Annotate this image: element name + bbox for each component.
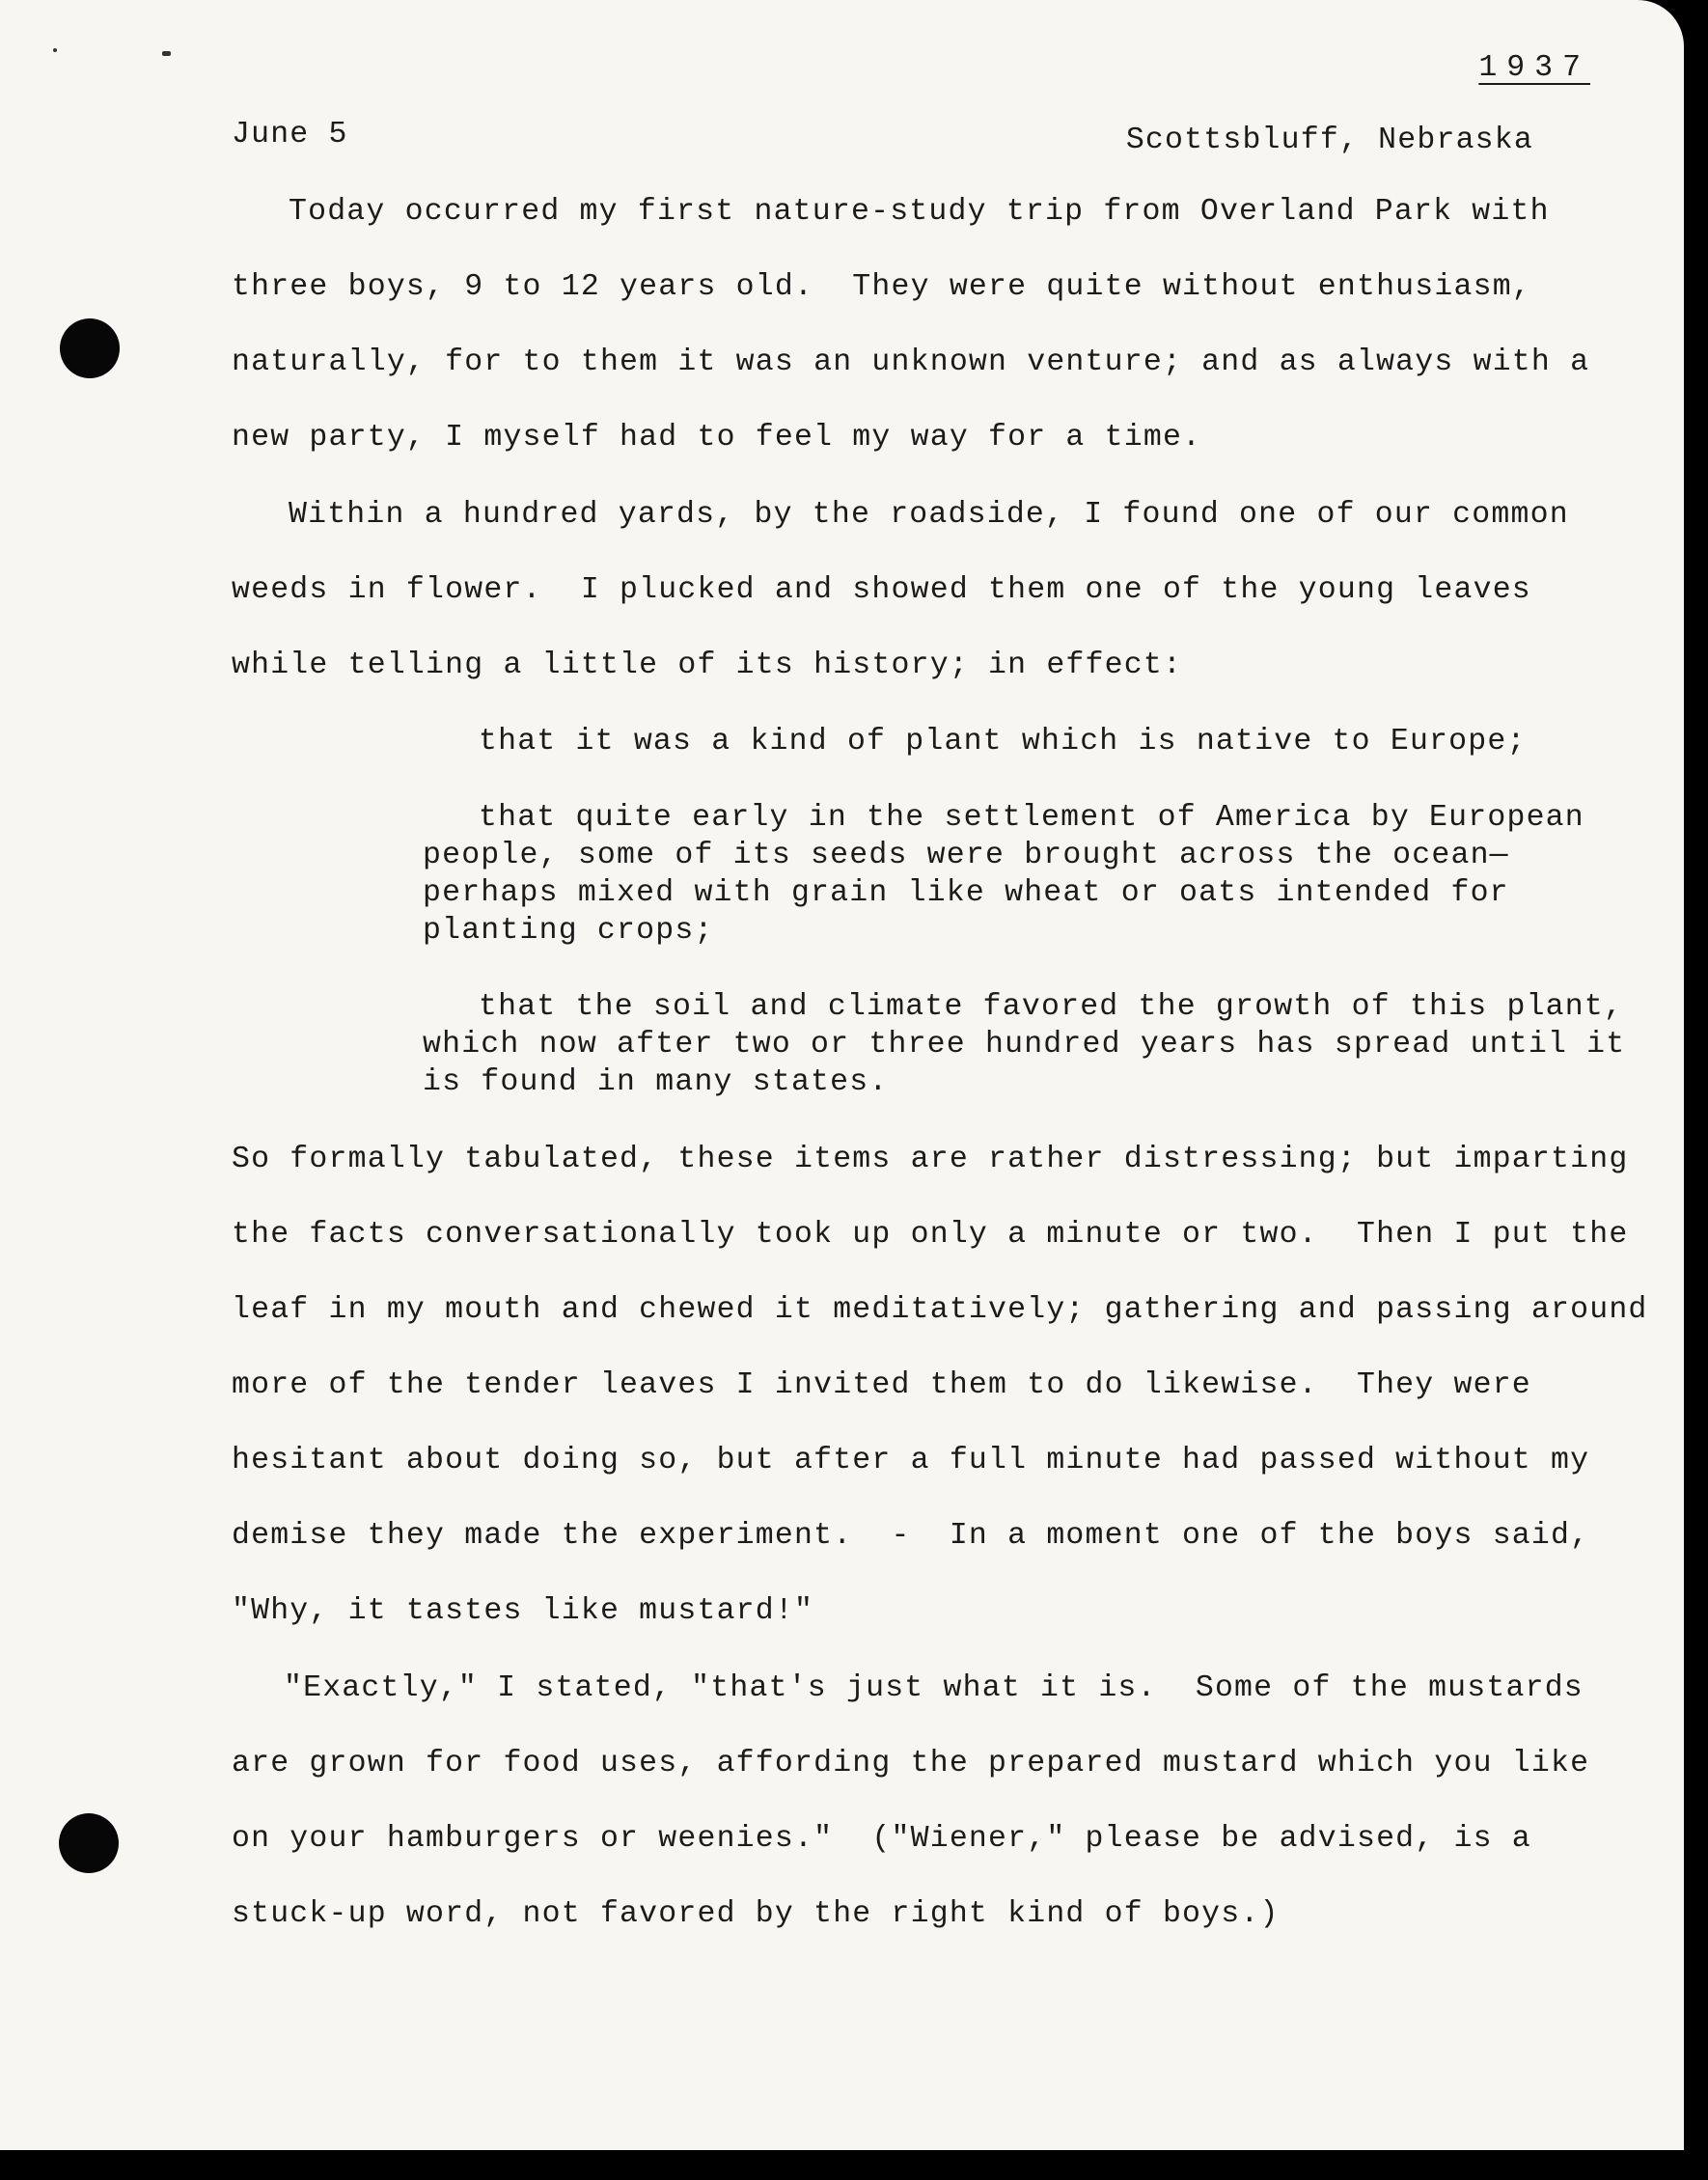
text-line: the facts conversationally took up only a minute or two. Then I put the [232,1218,1629,1252]
punch-hole-bottom [59,1813,119,1873]
year-heading: 1937 [1478,51,1590,85]
text-line: stuck-up word, not favored by the right kind of boys.) [232,1897,1280,1931]
entry-date: June 5 [232,118,348,152]
text-line: while telling a little of its history; in effect: [232,648,1183,682]
entry-place: Scottsbluff, Nebraska [1125,124,1533,157]
indented-line: planting crops; [423,914,714,948]
text-line: naturally, for to them it was an unknown venture; and as always with a [232,345,1590,379]
text-line: weeds in flower. I plucked and showed them one of the young leaves [232,573,1531,607]
text-line: new party, I myself had to feel my way for a time. [232,421,1202,455]
text-line: So formally tabulated, these items are rather distressing; but imparting [232,1143,1629,1176]
text-line: three boys, 9 to 12 years old. They were quite without enthusiasm, [232,270,1531,304]
text-line: are grown for food uses, affording the prepared mustard which you like [232,1747,1590,1780]
text-line: demise they made the experiment. - In a moment one of the boys said, [232,1519,1590,1553]
text-line: "Why, it tastes like mustard!" [232,1594,814,1628]
indented-line: that the soil and climate favored the growth of this plant, [479,990,1624,1024]
indented-line: people, some of its seeds were brought across the ocean— [423,839,1509,872]
text-line: "Exactly," I stated, "that's just what it is. Some of the mustards [284,1671,1584,1705]
text-line: leaf in my mouth and chewed it meditatively; gathering and passing around [232,1293,1648,1327]
ink-speck [53,48,57,52]
text-line: hesitant about doing so, but after a full minute had passed without my [232,1444,1590,1477]
indented-line: which now after two or three hundred years has spread until it [423,1028,1626,1062]
text-line: more of the tender leaves I invited them to do likewise. They were [232,1368,1531,1402]
text-line: Within a hundred yards, by the roadside, I found one of our common [289,498,1569,532]
indented-line: perhaps mixed with grain like wheat or oats intended for [423,876,1509,910]
indented-line: is found in many states. [423,1065,889,1099]
text-line: on your hamburgers or weenies." ("Wiener," please be advised, is a [232,1822,1531,1856]
punch-hole-top [60,318,120,378]
text-line: Today occurred my first nature-study trip from Overland Park with [289,195,1550,229]
indented-line: that it was a kind of plant which is native to Europe; [479,725,1527,759]
indented-line: that quite early in the settlement of America by European [479,801,1584,835]
ink-speck [162,51,171,56]
